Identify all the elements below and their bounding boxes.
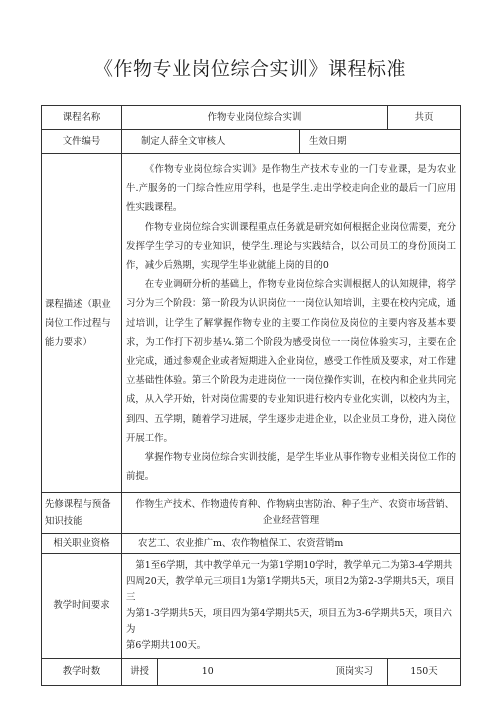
row-prereq	[42, 493, 461, 534]
lecture-value: 10	[158, 659, 258, 686]
practice-label: 顶岗实习	[258, 659, 388, 686]
course-name-value: 作物专业岗位综合实训	[122, 106, 388, 130]
time-req-line-1: 第1至6学期，其中教学单元一为第1学期10学时，教学单元二为第3-4学期共	[135, 560, 453, 572]
practice-value: 150天	[388, 659, 461, 686]
effective-date-label: 生效日期	[309, 135, 347, 147]
prereq-line-1: 作物生产技术、作物遗传育种、作物病虫害防治、种子生产、农资市场营销、	[135, 499, 455, 511]
course-standard-table	[41, 105, 461, 686]
course-name-label: 课程名称	[42, 106, 122, 130]
time-req-line-4: 第6学期共100天。	[126, 640, 207, 652]
author-reviewer: 制定人薛全文审核人	[141, 135, 226, 147]
row-description	[42, 154, 461, 493]
row-course-name	[42, 106, 461, 130]
qualification-value: 农艺工、农业推广m、农作物植保工、农资营销m	[122, 534, 461, 554]
description-paragraph-1: 《作物专业岗位综合实训》是作物生产技术专业的一门专业课，是为农业牛.产服务的一门综合性应用学科，也是学生.走出学校走向企业的最后一门应用性实践课程。	[126, 164, 457, 214]
description-paragraph-2: 作物专业岗位综合实训课程重点任务就是研究如何根据企业岗位需要，充分发挥学生学习的专业知识，使学生.理论与实践结合，以公司员工的身份顶岗工作，减少后熟期，实现学生毕业就能上岗的目的0	[126, 221, 457, 272]
description-content	[122, 154, 461, 493]
prereq-line-2: 企业经营管理	[262, 515, 320, 527]
qualification-label: 相关职业资格	[42, 534, 122, 554]
page-title: 《作物专业岗位综合实训》课程标准	[93, 58, 406, 80]
page-count: 共页	[388, 106, 461, 130]
time-req-label: 教学时间要求	[42, 554, 122, 659]
description-paragraph-3: 在专业调研分析的基础上，作物专业岗位综合实训根据人的认知规律，将学习分为三个阶段：第一阶段为认识岗位一一岗位认知培训，主要在校内完成，通过培训，让学生了解掌握作物专业的主要工作岗位及岗位的主要内容及基本要求，为工作打下初步基¼.第二个阶段为感受岗位一一岗位体验实习，主要在企业完成，通过参观企业或者短期进入企业岗位，感受工作性质及要求，对工作建立基础性体验。第三个阶段为走进岗位一一岗位操作实训，在校内和企业共同完成，从入学开始，针对岗位需要的专业知识进行校内专业化实训，以校内为主，到四、五学期，随着学习进展，学生逐步走进企业，以企业员工身份，进入岗位开展工作。	[126, 279, 457, 444]
time-req-content	[122, 554, 461, 659]
description-label: 课程描述（职业岗位工作过程与能力要求）	[42, 154, 122, 493]
row-time-requirement	[42, 554, 461, 659]
time-req-line-2: 四周20天，教学单元三项目1为第1学期共5天，项目2为第2-3学期共5天，项目三	[126, 576, 455, 604]
hours-label: 教学时数	[42, 659, 122, 686]
row-hours	[42, 659, 461, 686]
prereq-label: 先修课程与预备知识技能	[42, 493, 122, 534]
lecture-label: 讲授	[122, 659, 158, 686]
prereq-content	[122, 493, 461, 534]
file-no-label: 文件编号	[42, 130, 122, 154]
row-file-no	[42, 130, 461, 154]
row-qualification	[42, 534, 461, 554]
time-req-line-3: 为第1-3学期共5天，项目四为第4学期共5天，项目五为3-6学期共5天，项目六为	[126, 608, 452, 636]
description-paragraph-4: 掌握作物专业岗位综合实训技能，是学生毕业从事作物专业相关岗位工作的前提。	[126, 452, 457, 483]
